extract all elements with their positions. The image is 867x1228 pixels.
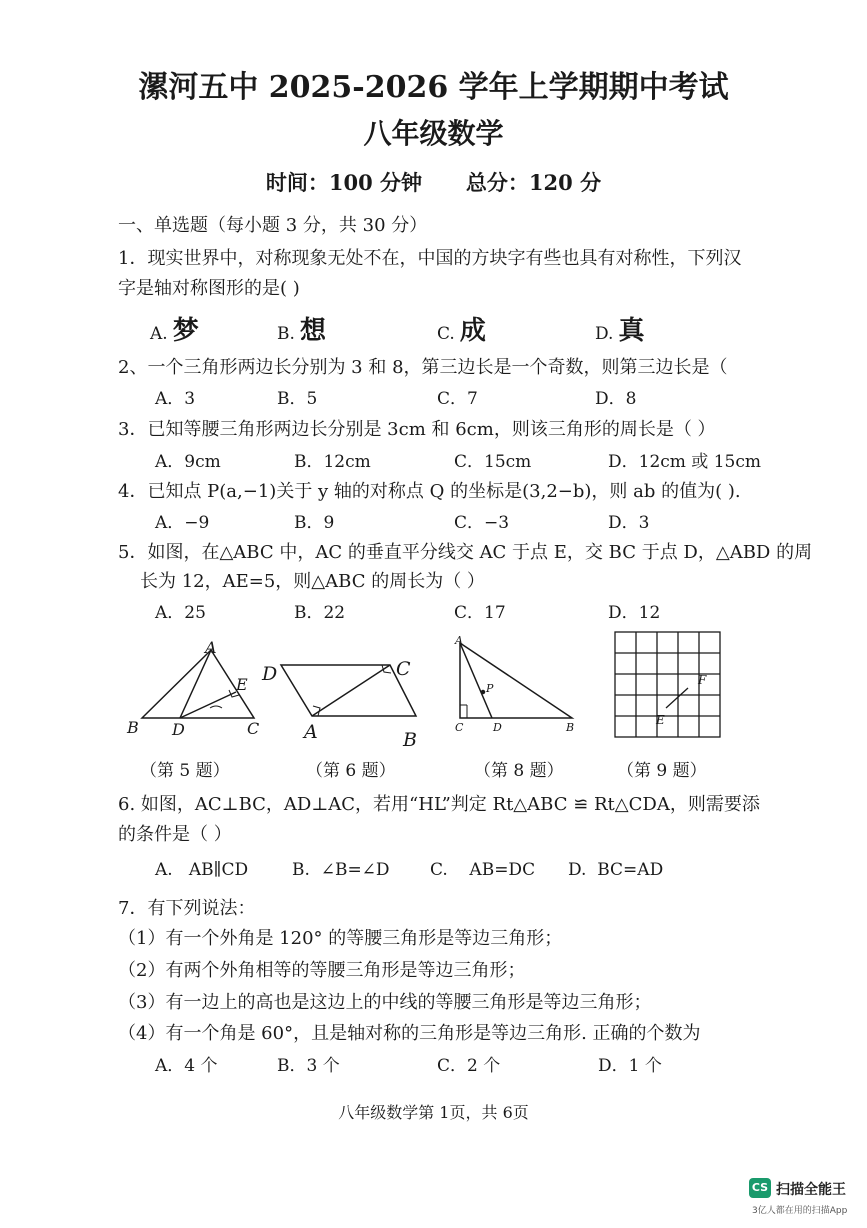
q1-option-letter: C. [437, 324, 455, 344]
q3-option-b: B．12cm [294, 452, 371, 472]
fig8-label-p: P [486, 682, 494, 695]
q6-line2: 的条件是（ ） [118, 824, 232, 845]
q3-option-c: C．15cm [454, 452, 532, 472]
scanner-app-name: 扫描全能王 [776, 1182, 846, 1198]
fig8-label-c: C [455, 721, 464, 734]
q2-option-b: B．5 [277, 389, 318, 409]
q1-option-char: 真 [618, 316, 645, 346]
fig8-label-a: A [455, 634, 463, 647]
q4-option-d: D．3 [608, 513, 650, 533]
q1-line1: 1．现实世界中，对称现象无处不在，中国的方块字有些也具有对称性，下列汉 [118, 248, 742, 269]
q7-item-3: （3）有一边上的高也是这边上的中线的等腰三角形是等边三角形； [118, 992, 652, 1013]
exam-meta: 时间：100 分钟 总分：120 分 [265, 170, 602, 195]
fig8-label-b: B [566, 721, 575, 734]
q2-line1: 2、一个三角形两边长分别为 3 和 8，第三边长是一个奇数，则第三边长是（ [118, 357, 728, 378]
section-heading: 一、单选题（每小题 3 分，共 30 分） [118, 215, 428, 236]
q7-line1: 7．有下列说法： [118, 898, 256, 919]
q5-option-c: C．17 [454, 603, 506, 623]
q6-option-b: B. ∠B=∠D [292, 860, 390, 880]
q6-line1: 6. 如图，AC⊥BC，AD⊥AC，若用“HL”判定 Rt△ABC ≌ Rt△CDA，则需要添 [118, 794, 760, 815]
q1-option-d [595, 310, 645, 347]
q4-option-b: B．9 [294, 513, 335, 533]
scanner-logo-icon: CS [749, 1178, 771, 1198]
q2-option-d: D．8 [595, 389, 637, 409]
q4-option-a: A．−9 [155, 513, 210, 533]
right-angle-mark [382, 665, 391, 673]
fig6-label-d: D [262, 663, 278, 685]
fig8-label-d: D [493, 721, 502, 734]
q7-item-2: （2）有两个外角相等的等腰三角形是等边三角形； [118, 960, 526, 981]
q5-option-a: A．25 [155, 603, 206, 623]
point-p [482, 691, 485, 694]
tick-mark [210, 706, 222, 708]
fig5-label-b: B [127, 718, 139, 737]
fig5-label-a: A [205, 638, 217, 657]
q5-line2: 长为 12，AE=5，则△ABC 的周长为（ ） [140, 571, 485, 592]
fig5-label-d: D [172, 720, 185, 739]
page-footer: 八年级数学第 1页，共 6页 [338, 1103, 529, 1122]
q3-line1: 3．已知等腰三角形两边长分别是 3cm 和 6cm，则该三角形的周长是（ ） [118, 419, 716, 440]
q5-line1: 5．如图，在△ABC 中，AC 的垂直平分线交 AC 于点 E，交 BC 于点 D，△ABD 的周 [118, 542, 813, 563]
q3-option-d: D．12cm 或 15cm [608, 452, 761, 472]
fig6-label-b: B [403, 729, 417, 750]
q1-option-b [277, 310, 326, 347]
q7-item-4: （4）有一个角是 60°，且是轴对称的三角形是等边三角形. 正确的个数为 [118, 1023, 701, 1044]
q1-option-char: 成 [459, 316, 486, 346]
q1-option-letter: D. [595, 324, 614, 344]
q6-option-d: D. BC=AD [568, 860, 664, 880]
fig5-caption: （第 5 题） [140, 761, 230, 781]
q1-option-letter: B. [277, 324, 295, 344]
q7-option-a: A．4 个 [155, 1056, 218, 1076]
fig5-label-c: C [247, 719, 260, 738]
segment-ad [180, 650, 211, 718]
q2-option-a: A．3 [155, 389, 196, 409]
figure-8 [460, 643, 572, 718]
fig6-label-a: A [304, 721, 318, 743]
q5-option-d: D．12 [608, 603, 661, 623]
diagonal-ac [312, 665, 390, 716]
exam-subject: 八年级数学 [363, 117, 504, 150]
segment-de [180, 692, 236, 718]
q3-option-a: A．9cm [155, 452, 221, 472]
q7-option-b: B．3 个 [277, 1056, 340, 1076]
q7-option-d: D．1 个 [598, 1056, 662, 1076]
q7-item-1: （1）有一个外角是 120° 的等腰三角形是等边三角形； [118, 928, 563, 949]
fig9-label-e: E [656, 713, 665, 727]
segment-ef [666, 688, 688, 708]
q1-option-a [150, 310, 199, 347]
q1-option-letter: A. [150, 324, 168, 344]
q4-line1: 4．已知点 P(a,−1)关于 y 轴的对称点 Q 的坐标是(3,2−b)，则 ab 的值为( ). [118, 481, 741, 502]
fig9-caption: （第 9 题） [617, 761, 707, 781]
fig9-label-f: F [698, 673, 707, 687]
figures-row [0, 620, 867, 750]
fig8-caption: （第 8 题） [474, 761, 564, 781]
q1-option-char: 想 [300, 316, 327, 346]
q6-option-a: A. AB∥CD [155, 860, 249, 880]
q5-option-b: B．22 [294, 603, 346, 623]
fig6-caption: （第 6 题） [306, 761, 396, 781]
scanner-tagline: 3亿人都在用的扫描App [752, 1206, 848, 1216]
q1-option-c [437, 310, 486, 347]
q2-option-c: C．7 [437, 389, 478, 409]
q7-option-c: C．2 个 [437, 1056, 501, 1076]
q4-option-c: C．−3 [454, 513, 510, 533]
fig6-label-c: C [396, 658, 411, 680]
exam-title: 漯河五中 2025-2026 学年上学期期中考试 [138, 70, 729, 105]
q1-option-char: 梦 [172, 316, 199, 346]
q6-option-c: C. AB=DC [430, 860, 536, 880]
q1-line2: 字是轴对称图形的是( ) [118, 278, 300, 299]
fig5-label-e: E [236, 675, 248, 694]
